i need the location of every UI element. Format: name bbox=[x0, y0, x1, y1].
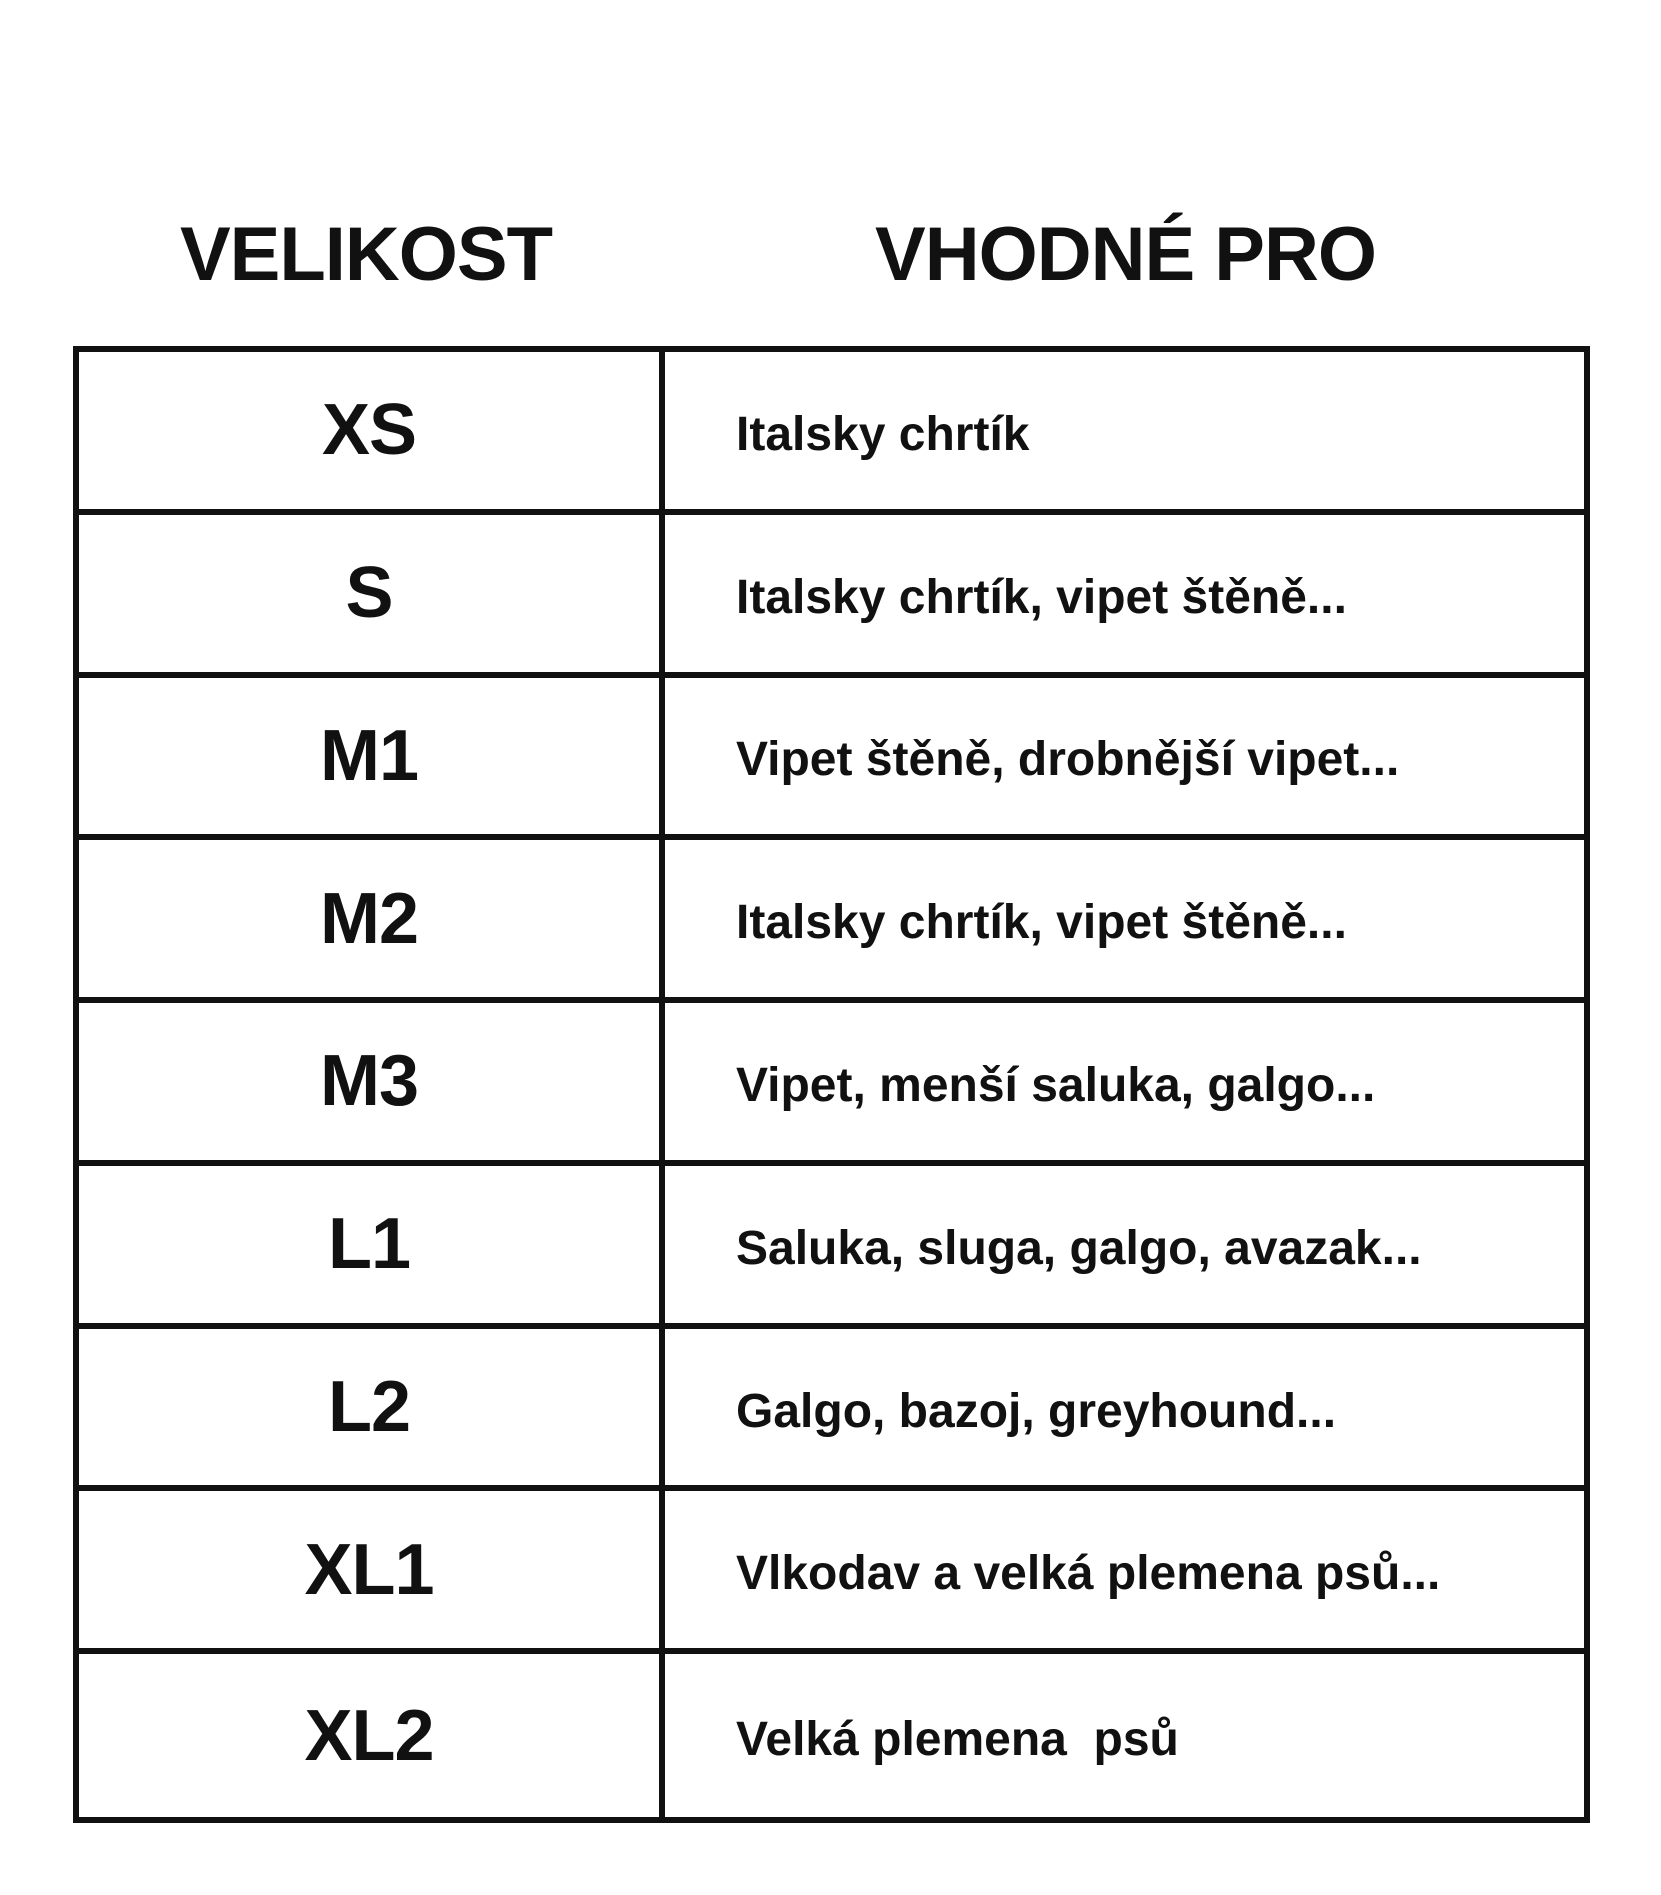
size-cell: S bbox=[79, 515, 665, 678]
suitable-for-cell: Vlkodav a velká plemena psů... bbox=[665, 1491, 1584, 1654]
column-header-suitable-for: VHODNÉ PRO bbox=[875, 212, 1376, 297]
size-cell: XL2 bbox=[79, 1654, 665, 1817]
size-cell: M1 bbox=[79, 678, 665, 841]
suitable-for-cell: Italsky chrtík, vipet štěně... bbox=[665, 840, 1584, 1003]
column-header-size: VELIKOST bbox=[179, 212, 553, 297]
suitable-for-cell: Italsky chrtík, vipet štěně... bbox=[665, 515, 1584, 678]
size-cell: M3 bbox=[79, 1003, 665, 1166]
size-cell: M2 bbox=[79, 840, 665, 1003]
size-table bbox=[73, 346, 1590, 1823]
suitable-for-cell: Vipet štěně, drobnější vipet... bbox=[665, 678, 1584, 841]
size-cell: L2 bbox=[79, 1329, 665, 1492]
suitable-for-cell: Vipet, menší saluka, galgo... bbox=[665, 1003, 1584, 1166]
suitable-for-cell: Italsky chrtík bbox=[665, 352, 1584, 515]
size-cell: XS bbox=[79, 352, 665, 515]
size-cell: L1 bbox=[79, 1166, 665, 1329]
suitable-for-cell: Galgo, bazoj, greyhound... bbox=[665, 1329, 1584, 1492]
suitable-for-cell: Saluka, sluga, galgo, avazak... bbox=[665, 1166, 1584, 1329]
size-cell: XL1 bbox=[79, 1491, 665, 1654]
suitable-for-cell: Velká plemena psů bbox=[736, 1713, 1179, 1767]
